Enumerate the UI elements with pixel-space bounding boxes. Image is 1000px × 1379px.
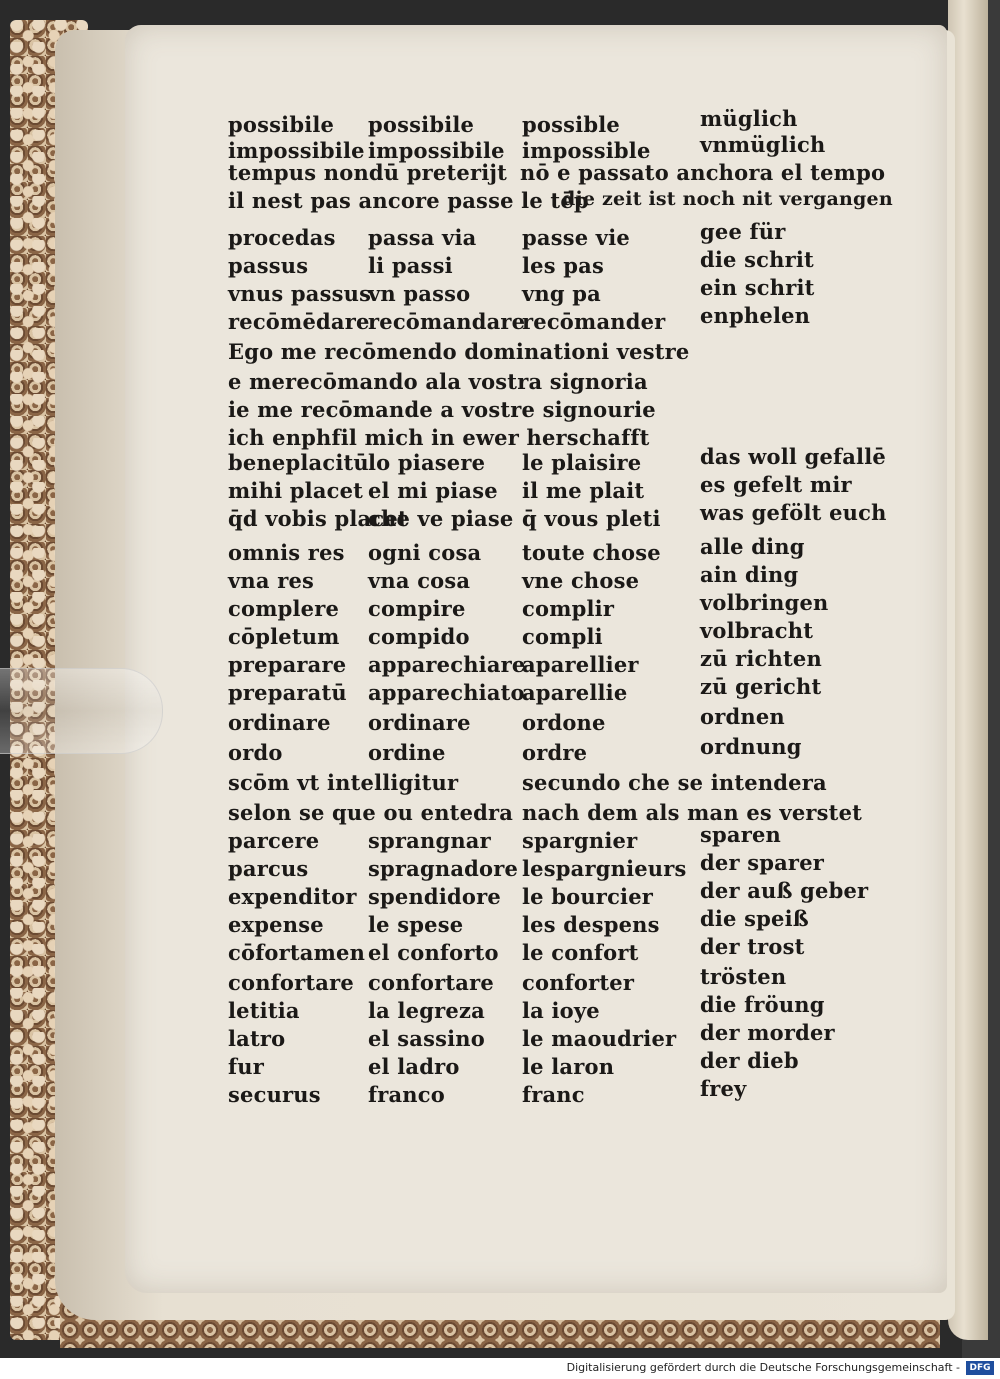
- entry-c3: conforter: [522, 970, 635, 995]
- entry-c3: franc: [522, 1082, 585, 1107]
- entry-c2: el ladro: [368, 1054, 460, 1079]
- entry-c1: selon se que ou entedra: [228, 800, 514, 825]
- entry-c2: el conforto: [368, 940, 499, 965]
- entry-c4: der trost: [700, 934, 805, 959]
- entry-c3: aparellie: [522, 680, 628, 705]
- entry-c2: el mi piase: [368, 478, 498, 503]
- entry-c2: le spese: [368, 912, 464, 937]
- entry-c4: volbringen: [700, 590, 829, 615]
- entry-c1: preparatū: [228, 680, 347, 705]
- entry-c3: le confort: [522, 940, 639, 965]
- entry-c3: secundo che se intendera: [522, 770, 827, 795]
- entry-c1: q̄d vobis placet: [228, 506, 408, 531]
- entry-c3: spargnier: [522, 828, 638, 853]
- entry-c3: complir: [522, 596, 615, 621]
- footer-bar: [0, 1358, 1000, 1379]
- entry-c4: das woll gefallē: [700, 444, 886, 469]
- entry-c1: possibile: [228, 112, 335, 137]
- entry-c1: passus: [228, 253, 309, 278]
- entry-c4: volbracht: [700, 618, 814, 643]
- entry-c1: expense: [228, 912, 324, 937]
- entry-c4: ordnung: [700, 734, 802, 759]
- footer-credit: Digitalisierung gefördert durch die Deutsche Forschungsgemeinschaft -: [566, 1361, 960, 1374]
- entry-c3: la ioye: [522, 998, 600, 1023]
- entry-c2: li passi: [368, 253, 453, 278]
- dfg-logo: DFG: [966, 1361, 994, 1375]
- entry-c2: ogni cosa: [368, 540, 482, 565]
- entry-c3: ordre: [522, 740, 588, 765]
- entry-c1: tempus nondū preterijt: [228, 160, 508, 185]
- entry-c2: compido: [368, 624, 470, 649]
- entry-c4: der auß geber: [700, 878, 869, 903]
- entry-c1: expenditor: [228, 884, 357, 909]
- entry-c4: der morder: [700, 1020, 835, 1045]
- entry-c4: sparen: [700, 822, 782, 847]
- entry-c1: omnis res: [228, 540, 345, 565]
- entry-c4: zū richten: [700, 646, 822, 671]
- entry-c4: der dieb: [700, 1048, 799, 1073]
- entry-c3: le maoudrier: [522, 1026, 677, 1051]
- entry-c3: q̄ vous pleti: [522, 506, 661, 531]
- entry-c4: alle ding: [700, 534, 805, 559]
- entry-c2: vna cosa: [368, 568, 471, 593]
- entry-c3: aparellier: [522, 652, 639, 677]
- entry-c4: der sparer: [700, 850, 825, 875]
- entry-c2: apparechiato: [368, 680, 525, 705]
- entry-c2: vn passo: [368, 281, 471, 306]
- entry-c2: passa via: [368, 225, 477, 250]
- entry-c3: impossible: [522, 138, 651, 163]
- entry-c1: cōfortamen: [228, 940, 366, 965]
- entry-c1: latro: [228, 1026, 286, 1051]
- entry-c3: le laron: [522, 1054, 615, 1079]
- entry-c3: nach dem als man es verstet: [522, 800, 863, 825]
- entry-c3: vng pa: [522, 281, 601, 306]
- entry-c3: possible: [522, 112, 620, 137]
- entry-c2: apparechiare: [368, 652, 526, 677]
- entry-c4: die schrit: [700, 247, 814, 272]
- entry-c4: die fröung: [700, 992, 825, 1017]
- entry-c1: vnus passus: [228, 281, 372, 306]
- entry-c1: il nest pas ancore passe le tēp: [228, 188, 589, 213]
- entry-c4: trösten: [700, 964, 787, 989]
- entry-c3: ordone: [522, 710, 606, 735]
- entry-c1: mihi placet: [228, 478, 364, 503]
- entry-c1: scōm vt intelligitur: [228, 770, 459, 795]
- entry-c2: ordine: [368, 740, 446, 765]
- entry-c4: enphelen: [700, 303, 811, 328]
- entry-c3: passe vie: [522, 225, 630, 250]
- entry-c1: letitia: [228, 998, 300, 1023]
- entry-c1: ich enphfil mich in ewer herschafft: [228, 425, 650, 450]
- entry-c2: recōmandare: [368, 309, 526, 334]
- entry-c4: die speiß: [700, 906, 809, 931]
- entry-c4: vnmüglich: [700, 132, 826, 157]
- entry-c2: che ve piase: [368, 506, 514, 531]
- entry-c3: compli: [522, 624, 603, 649]
- entry-c1: vna res: [228, 568, 315, 593]
- entry-c2: lo piasere: [368, 450, 486, 475]
- entry-c3: il me plait: [522, 478, 645, 503]
- entry-c3: die zeit ist noch nit vergangen: [562, 188, 893, 210]
- entry-c2: franco: [368, 1082, 445, 1107]
- entry-c1: preparare: [228, 652, 347, 677]
- glass-page-clip: [0, 668, 163, 754]
- entry-c4: zū gericht: [700, 674, 822, 699]
- entry-c2: spragnadore: [368, 856, 519, 881]
- entry-c3: les despens: [522, 912, 660, 937]
- entry-c4: frey: [700, 1076, 747, 1101]
- entry-c4: es gefelt mir: [700, 472, 852, 497]
- entry-c1: ie me recōmande a vostre signourie: [228, 397, 656, 422]
- entry-c1: confortare: [228, 970, 354, 995]
- entry-c2: la legreza: [368, 998, 485, 1023]
- entry-c2: impossibile: [368, 138, 505, 163]
- entry-c1: procedas: [228, 225, 336, 250]
- entry-c1: complere: [228, 596, 340, 621]
- entry-c2: confortare: [368, 970, 494, 995]
- entry-c1: fur: [228, 1054, 264, 1079]
- entry-c1: securus: [228, 1082, 321, 1107]
- entry-c1: beneplacitū: [228, 450, 369, 475]
- entry-c4: gee für: [700, 219, 786, 244]
- entry-c1: parcere: [228, 828, 320, 853]
- entry-c1: Ego me recōmendo dominationi vestre: [228, 339, 690, 364]
- entry-c2: el sassino: [368, 1026, 485, 1051]
- entry-c1: parcus: [228, 856, 309, 881]
- entry-c1: cōpletum: [228, 624, 340, 649]
- entry-c1: ordo: [228, 740, 283, 765]
- entry-c3: lespargnieurs: [522, 856, 687, 881]
- entry-c2: possibile: [368, 112, 475, 137]
- entry-c3: le plaisire: [522, 450, 642, 475]
- entry-c3: nō e passato anchora el tempo: [520, 160, 886, 185]
- entry-c4: ein schrit: [700, 275, 815, 300]
- entry-c1: recōmēdare: [228, 309, 370, 334]
- entry-c1: impossibile: [228, 138, 365, 163]
- entry-c3: recōmander: [522, 309, 666, 334]
- entry-c3: le bourcier: [522, 884, 654, 909]
- entry-c1: ordinare: [228, 710, 331, 735]
- entry-c1: e merecōmando ala vostra signoria: [228, 369, 648, 394]
- entry-c3: vne chose: [522, 568, 640, 593]
- entry-c4: was gefölt euch: [700, 500, 887, 525]
- entry-c2: sprangnar: [368, 828, 491, 853]
- entry-c3: les pas: [522, 253, 604, 278]
- entry-c2: ordinare: [368, 710, 471, 735]
- entry-c2: spendidore: [368, 884, 501, 909]
- entry-c3: toute chose: [522, 540, 661, 565]
- entry-c4: ain ding: [700, 562, 799, 587]
- entry-c2: compire: [368, 596, 466, 621]
- entry-c4: ordnen: [700, 704, 785, 729]
- entry-c4: müglich: [700, 106, 798, 131]
